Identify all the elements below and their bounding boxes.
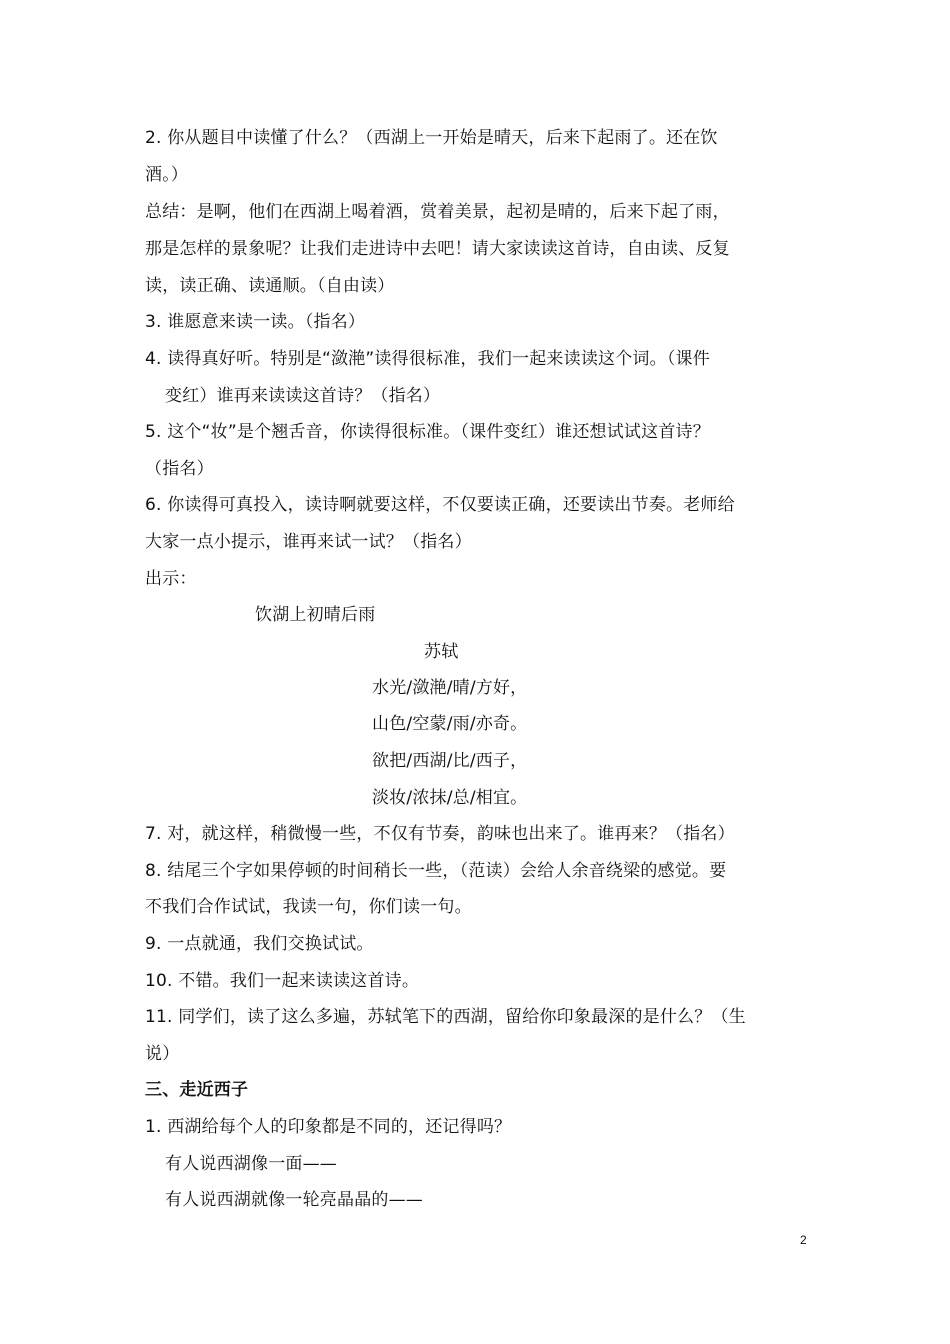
paragraph-line: （指名） [145, 459, 214, 479]
paragraph-line: 2. 你从题目中读懂了什么？（西湖上一开始是晴天，后来下起雨了。还在饮 [145, 128, 718, 148]
poem-title: 饮湖上初晴后雨 [255, 605, 376, 625]
poem-line: 欲把/西湖/比/西子， [372, 751, 528, 771]
paragraph-line: 7. 对，就这样，稍微慢一些，不仅有节奏，韵味也出来了。谁再来？（指名） [145, 824, 735, 844]
poem-line: 淡妆/浓抹/总/相宜。 [372, 788, 528, 808]
paragraph-line: 有人说西湖就像一轮亮晶晶的—— [165, 1190, 423, 1210]
paragraph-line: 大家一点小提示，谁再来试一试？（指名） [145, 532, 472, 552]
paragraph-line: 变红）谁再来读读这首诗？（指名） [165, 386, 441, 406]
paragraph-line: 3. 谁愿意来读一读。（指名） [145, 312, 366, 332]
paragraph-line: 有人说西湖像一面—— [165, 1154, 337, 1174]
paragraph-line: 4. 读得真好听。特别是“潋滟”读得很标准，我们一起来读读这个词。（课件 [145, 349, 710, 369]
paragraph-line: 5. 这个“妆”是个翘舌音，你读得很标准。（课件变红）谁还想试试这首诗？ [145, 422, 710, 442]
paragraph-line: 10. 不错。我们一起来读读这首诗。 [145, 971, 420, 991]
paragraph-line: 11. 同学们，读了这么多遍，苏轼笔下的西湖，留给你印象最深的是什么？（生 [145, 1007, 746, 1027]
poem-author: 苏轼 [424, 642, 459, 662]
paragraph-line: 那是怎样的景象呢？让我们走进诗中去吧！请大家读读这首诗，自由读、反复 [145, 239, 730, 259]
paragraph-line: 8. 结尾三个字如果停顿的时间稍长一些，（范读）会给人余音绕梁的感觉。要 [145, 861, 727, 881]
poem-line: 水光/潋滟/晴/方好， [372, 678, 528, 698]
paragraph-line: 1. 西湖给每个人的印象都是不同的，还记得吗？ [145, 1117, 512, 1137]
paragraph-line: 酒。） [145, 165, 189, 185]
paragraph-line: 9. 一点就通，我们交换试试。 [145, 934, 374, 954]
section-heading: 三、走近西子 [145, 1080, 249, 1100]
paragraph-line: 读，读正确、读通顺。（自由读） [145, 276, 395, 296]
paragraph-line: 总结：是啊，他们在西湖上喝着酒，赏着美景，起初是晴的，后来下起了雨， [145, 202, 730, 222]
paragraph-line: 不我们合作试试，我读一句，你们读一句。 [145, 897, 472, 917]
paragraph-line: 出示： [145, 569, 197, 589]
poem-line: 山色/空蒙/雨/亦奇。 [372, 714, 528, 734]
page-number: 2 [800, 1233, 807, 1247]
paragraph-line: 6. 你读得可真投入，读诗啊就要这样，不仅要读正确，还要读出节奏。老师给 [145, 495, 735, 515]
paragraph-line: 说） [145, 1044, 180, 1064]
